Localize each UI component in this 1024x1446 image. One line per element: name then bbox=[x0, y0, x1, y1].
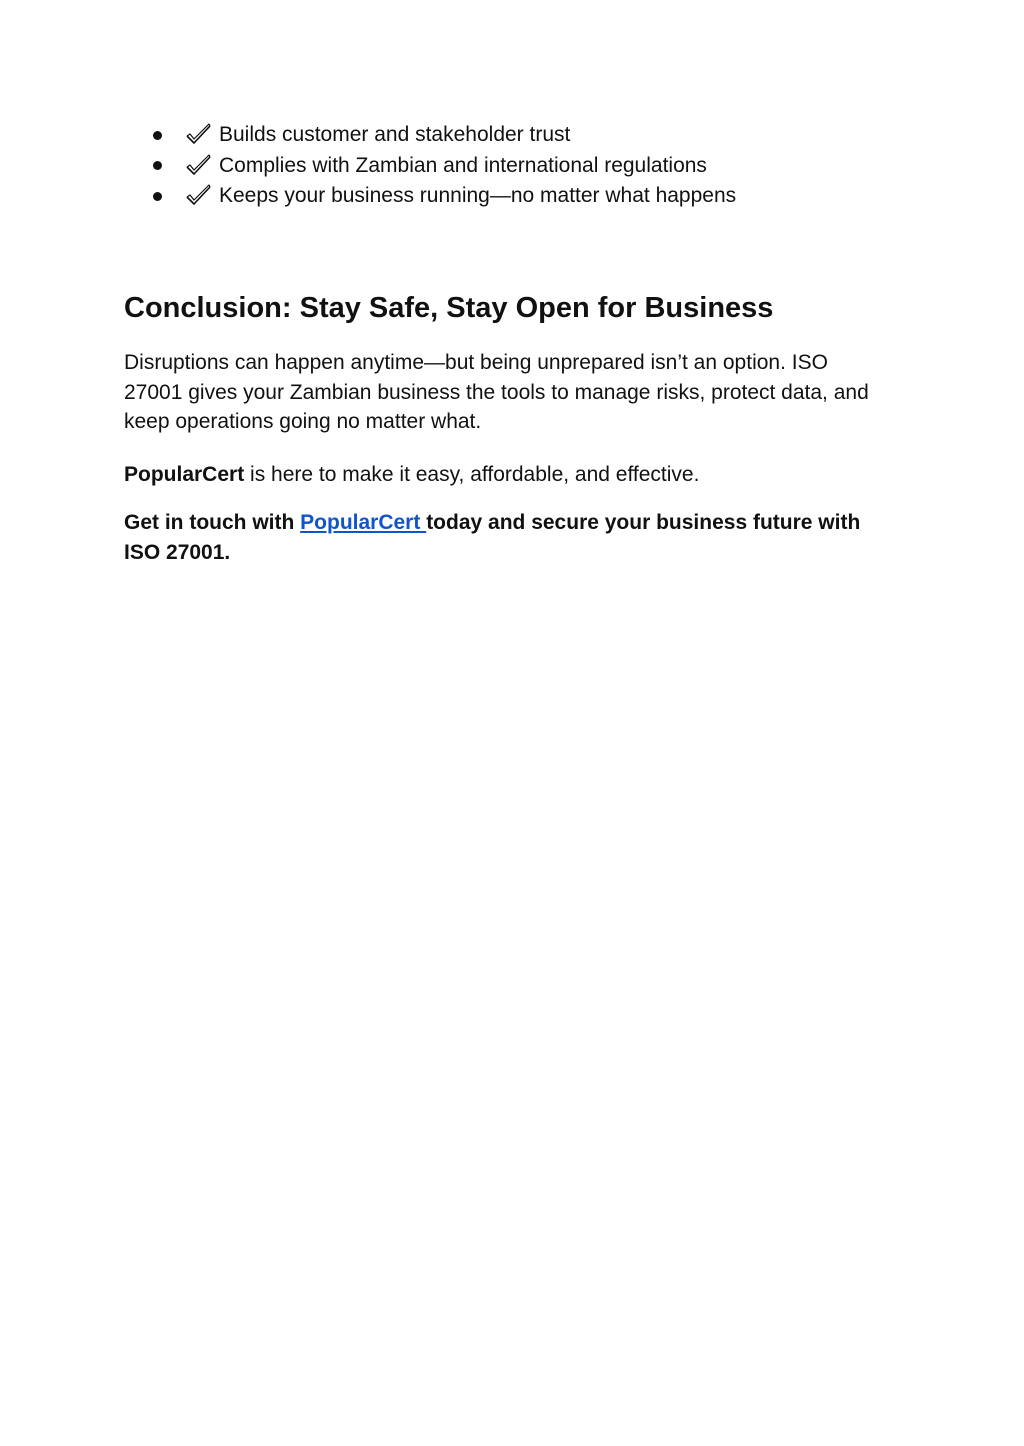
list-item bbox=[152, 120, 736, 151]
bullet-dot bbox=[153, 131, 162, 140]
bullet-dot bbox=[153, 192, 162, 201]
check-mark-icon bbox=[185, 154, 212, 178]
check-mark-icon bbox=[185, 184, 212, 208]
list-item bbox=[152, 151, 736, 182]
bullet-dot bbox=[153, 161, 162, 170]
check-mark-icon bbox=[185, 123, 212, 147]
brand-paragraph-text: is here to make it easy, affordable, and effective. bbox=[244, 463, 700, 486]
benefit-text: Complies with Zambian and international regulations bbox=[219, 153, 707, 177]
conclusion-heading: Conclusion: Stay Safe, Stay Open for Business bbox=[124, 292, 774, 324]
conclusion-paragraph: Disruptions can happen anytime—but being unprepared isn’t an option. ISO 27001 gives your Zambian business the tools to manage risks, protect data, and keep operations going no matter what. bbox=[124, 351, 869, 433]
list-item bbox=[152, 181, 736, 212]
benefit-text: Keeps your business running—no matter what happens bbox=[219, 184, 737, 208]
brand-name: PopularCert bbox=[124, 463, 245, 486]
cta-before-text: Get in touch with bbox=[124, 511, 301, 534]
benefit-text: Builds customer and stakeholder trust bbox=[219, 123, 571, 147]
popularcert-link[interactable]: PopularCert bbox=[300, 511, 427, 534]
benefits-list bbox=[152, 120, 736, 212]
cta-after-text: today and secure your business future with ISO 27001. bbox=[124, 511, 861, 564]
brand-paragraph bbox=[124, 460, 884, 490]
call-to-action bbox=[124, 508, 884, 567]
